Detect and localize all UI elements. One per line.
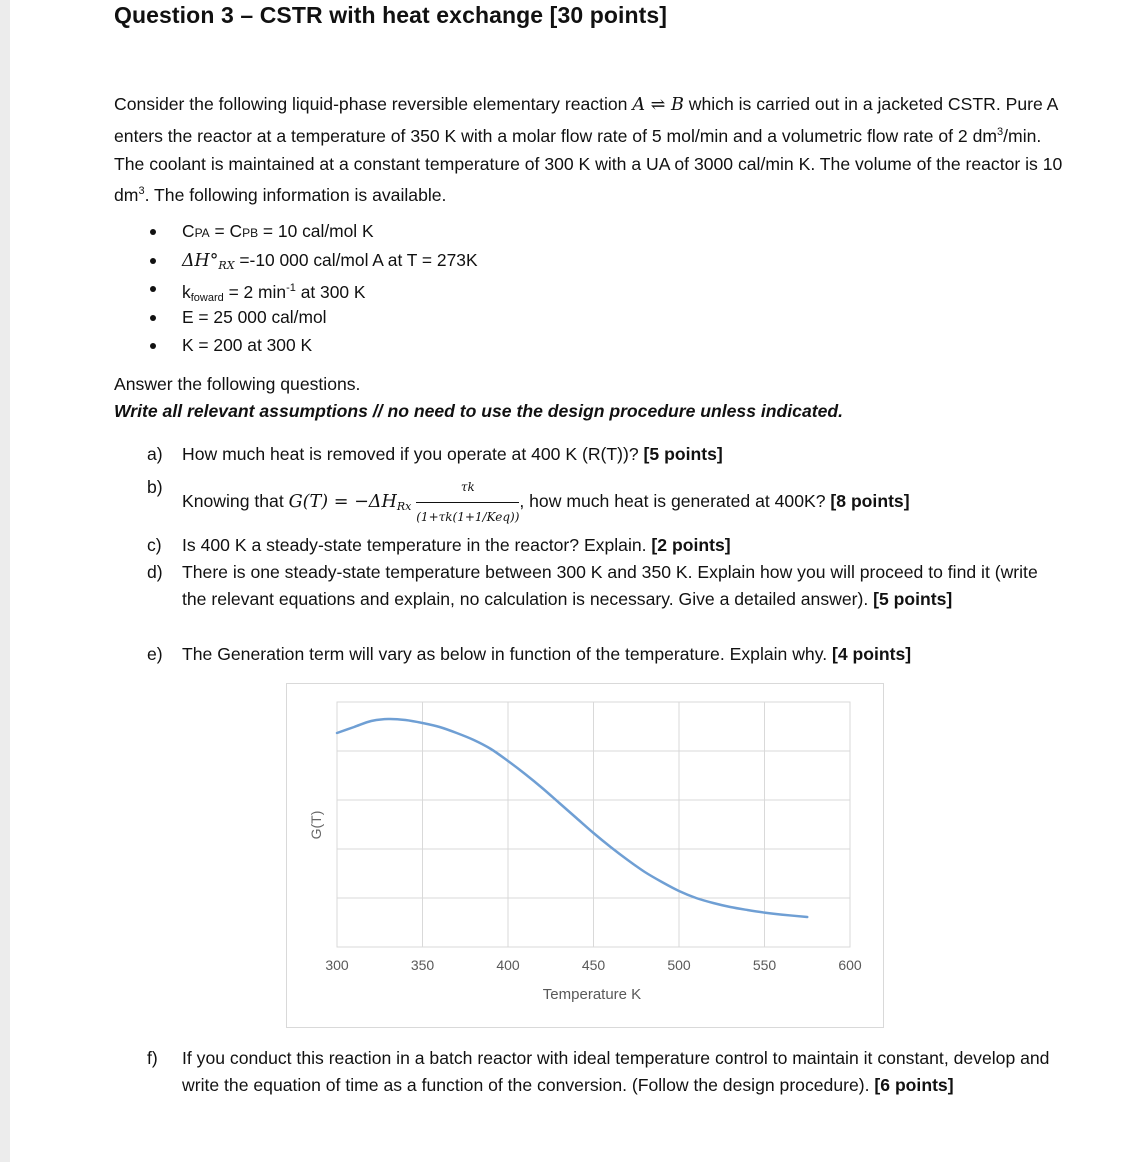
- x-tick-label: 350: [410, 957, 435, 973]
- superscript: 3: [997, 126, 1004, 139]
- question-label: c): [147, 535, 162, 555]
- x-axis-label: Temperature K: [542, 986, 642, 1003]
- x-tick-label: 450: [581, 957, 606, 973]
- question-label: a): [147, 444, 163, 464]
- list-item: K = 200 at 300 K: [150, 331, 478, 360]
- question-b: b) Knowing that $G(T) = -\Delta H_{Rx}$ $\frac{\tau k}{\text{(1+τk(1+1/Keq))}}$ , how much heat is generated at 400K? [8 points]: [147, 474, 1057, 531]
- intro-paragraph: [114, 91, 1074, 209]
- x-tick-label: 600: [838, 957, 862, 973]
- series-line-generation: [337, 719, 807, 917]
- y-axis-label: G(T): [308, 810, 324, 840]
- intro-text-2: which is carried out in a jacketed CSTR. Pure A enters the reactor at a temperature of 350 K with a molar flow rate of 5 mol/min and a volumetric flow rate of 2 dm: [114, 94, 1058, 147]
- question-label: b): [147, 477, 163, 497]
- x-tick-label: 300: [325, 957, 349, 973]
- question-a: a) How much heat is removed if you operate at 400 K (R(T))? [5 points]: [147, 441, 1057, 468]
- fraction: $\frac{\tau k}{\text{(1+τk(1+1/Keq))}}$: [416, 474, 519, 531]
- question-label: e): [147, 644, 163, 664]
- chart-svg: [287, 684, 883, 1027]
- list-item: CPA = CPB = 10 cal/mol K: [150, 217, 478, 246]
- list-item: $k_{foward} = 2$ $\min^{-1}$ at 300 K: [150, 274, 478, 303]
- question-c: c) Is 400 K a steady-state temperature in the reactor? Explain. [2 points]: [147, 532, 1057, 559]
- question-label: f): [147, 1048, 158, 1068]
- generation-chart: [286, 683, 884, 1028]
- x-tick-label: 550: [752, 957, 777, 973]
- question-label: d): [147, 562, 163, 582]
- intro-text-4: . The following information is available.: [144, 184, 447, 205]
- reaction-equation: A ⇌ B: [632, 95, 684, 115]
- question-e: e) The Generation term will vary as below in function of the temperature. Explain why. [4 points]: [147, 641, 1057, 668]
- answer-intro: Answer the following questions.: [114, 374, 361, 394]
- question-f: f) If you conduct this reaction in a batch reactor with ideal temperature control to maintain it constant, develop and write the equation of time as a function of the conversion. (Follow the design procedure). [6 points]: [147, 1045, 1057, 1099]
- x-tick-label: 500: [667, 957, 691, 973]
- intro-text-3: /min. The coolant is maintained at a constant temperature of 300 K with a UA of 3000 cal/min K. The volume of the reactor is 10 dm: [114, 126, 1063, 205]
- superscript: 3: [138, 184, 145, 197]
- list-item: $\Delta H^\circ_{RX} =-10$ 000 cal/mol A at T = 273K: [150, 246, 478, 275]
- question-d: d) There is one steady-state temperature between 300 K and 350 K. Explain how you will proceed to find it (write the relevant equations and explain, no calculation is necessary. Give a detailed answer). [5 points]: [147, 559, 1057, 613]
- list-item: E = 25 000 cal/mol: [150, 303, 478, 332]
- given-data-list: [150, 217, 478, 360]
- page-title: Question 3 – CSTR with heat exchange [30 points]: [114, 2, 668, 28]
- x-tick-label: 400: [496, 957, 520, 973]
- generation-equation: G(T) = −ΔH: [288, 492, 397, 513]
- assumptions-note: Write all relevant assumptions // no need to use the design procedure unless indicated.: [114, 401, 844, 421]
- intro-text-1: Consider the following liquid-phase reversible elementary reaction: [114, 94, 628, 114]
- page-edge: [0, 0, 10, 1162]
